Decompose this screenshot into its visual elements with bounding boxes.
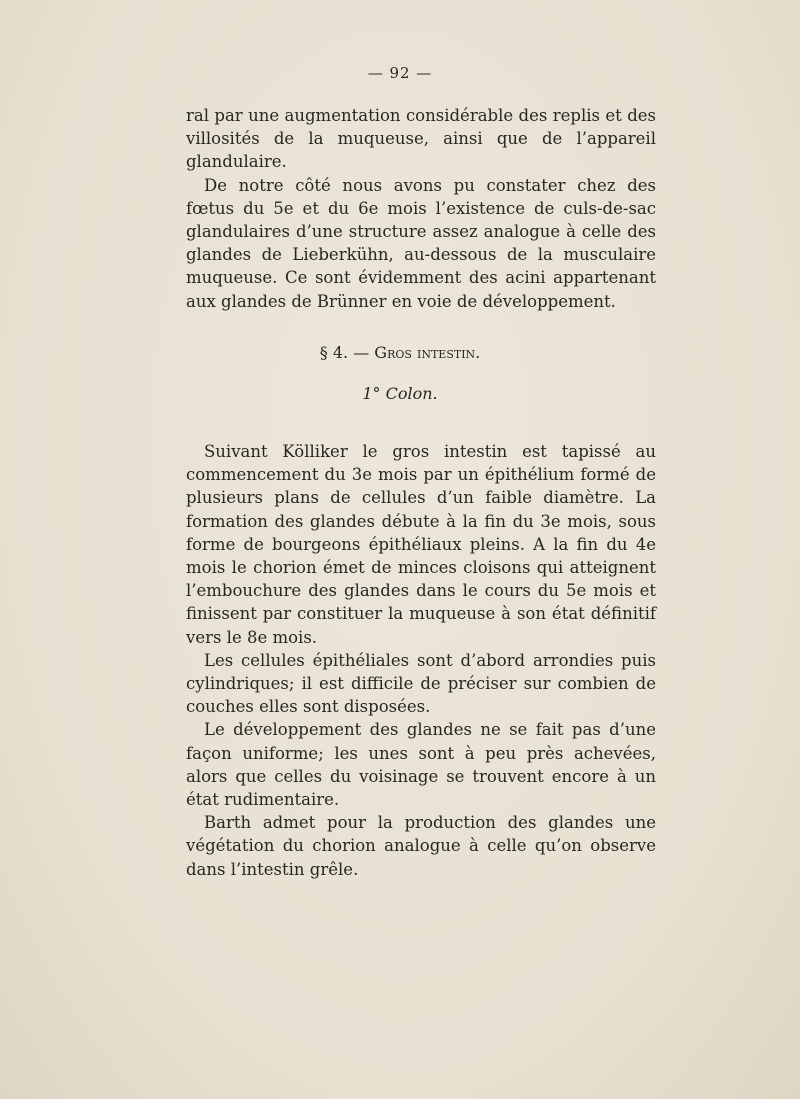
- subsection-heading: 1° Colon.: [362, 384, 438, 403]
- section-heading: [0, 343, 800, 362]
- paragraph: Le développement des glandes ne se fait pas d’une façon uniforme; les unes sont à peu près achevées, alors que celles du voisinage se trouvent encore à un état rudimentaire.: [186, 720, 656, 810]
- section-title: Gros intestin.: [374, 343, 481, 362]
- paragraph: Les cellules épithéliales sont d’abord arrondies puis cylindriques; il est difficile de préciser sur combien de couches elles sont disposées.: [186, 650, 656, 717]
- paragraph: ral par une augmentation considérable des replis et des villosités de la muqueuse, ainsi que de l’appareil glandulaire.: [186, 106, 656, 172]
- section-number: § 4. —: [319, 343, 375, 362]
- paragraph: Barth admet pour la production des glandes une végétation du chorion analogue à celle qu’on observe dans l’intestin grêle.: [186, 813, 656, 879]
- body-text: [186, 440, 656, 881]
- paragraph: Suivant Kölliker le gros intestin est tapissé au commencement du 3e mois par un épithélium formé de plusieurs plans de cellules d’un faible diamètre. La formation des glandes débute à la fin du 3e mois, sous forme de bourgeons épithéliaux pleins. A la fin du 4e mois le chorion émet de minces cloisons qui atteignent l’embouchure des glandes dans le cours du 5e mois et finissent par constituer la muqueuse à son état définitif vers le 8e mois.: [186, 442, 656, 647]
- paragraph: De notre côté nous avons pu constater chez des fœtus du 5e et du 6e mois l’existence de culs-de-sac glandulaires d’une structure assez analogue à celle des glandes de Lieberkühn, au-dessous de la musculaire muqueuse. Ce sont évidemment des acini appartenant aux glandes de Brünner en voie de développement.: [186, 175, 656, 311]
- page-number: — 92 —: [367, 64, 433, 82]
- intro-text: [186, 104, 656, 313]
